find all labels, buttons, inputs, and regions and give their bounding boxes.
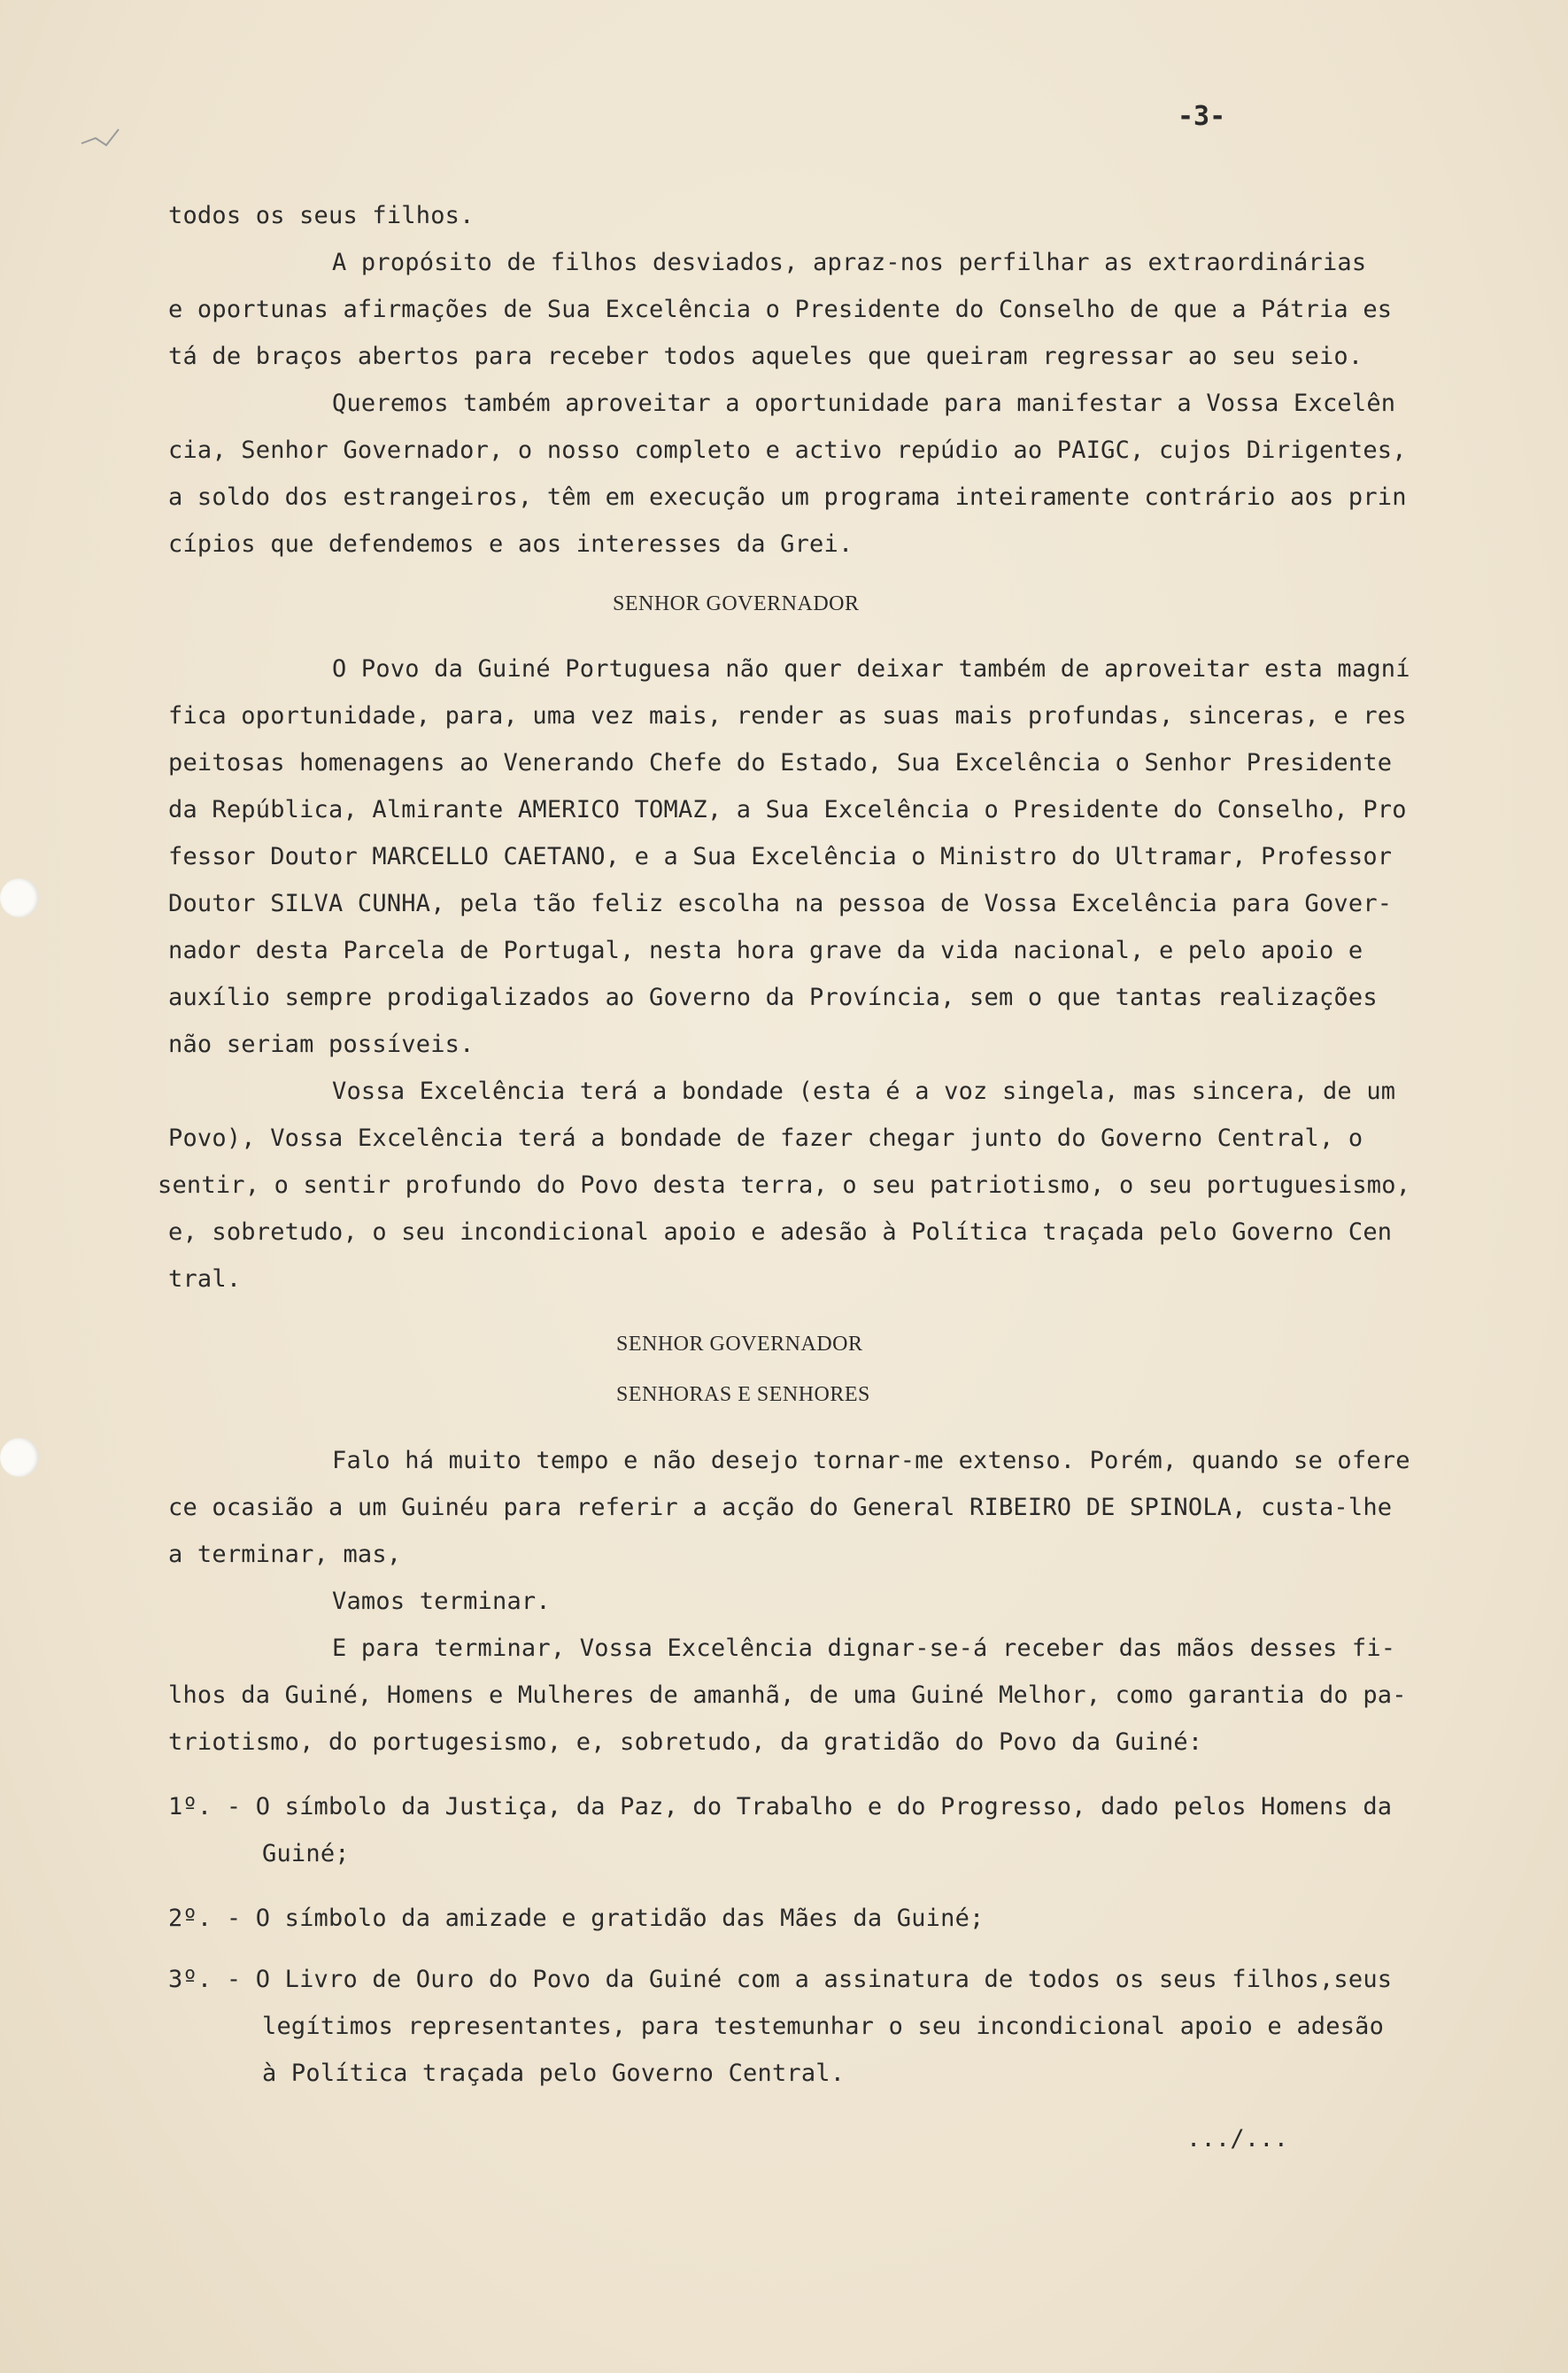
text-line: peitosas homenagens ao Venerando Chefe do Estado, Sua Excelência o Senhor Presidente: [168, 749, 1393, 777]
text-line: fica oportunidade, para, uma vez mais, render as suas mais profundas, sinceras, e res: [168, 702, 1407, 730]
page-number: -3-: [1178, 101, 1226, 132]
text-line: sentir, o sentir profundo do Povo desta terra, o seu patriotismo, o seu portuguesismo,: [158, 1171, 1411, 1199]
punch-hole: [0, 878, 39, 917]
text-line: nador desta Parcela de Portugal, nesta hora grave da vida nacional, e pelo apoio e: [168, 937, 1363, 964]
text-line: O Povo da Guiné Portuguesa não quer deixar também de aproveitar esta magní: [332, 655, 1410, 683]
text-line: não seriam possíveis.: [168, 1031, 475, 1058]
text-line: cia, Senhor Governador, o nosso completo e activo repúdio ao PAIGC, cujos Dirigentes,: [168, 437, 1407, 464]
text-line: da República, Almirante AMERICO TOMAZ, a Sua Excelência o Presidente do Conselho, Pro: [168, 796, 1407, 823]
text-line: cípios que defendemos e aos interesses da Grei.: [168, 530, 854, 558]
pen-mark-icon: [80, 124, 124, 151]
list-item: 3º. - O Livro de Ouro do Povo da Guiné com a assinatura de todos os seus filhos,seus: [168, 1966, 1393, 1993]
text-line: a terminar, mas,: [168, 1541, 402, 1568]
text-line: todos os seus filhos.: [168, 202, 475, 229]
text-line: auxílio sempre prodigalizados ao Governo da Província, sem o que tantas realizações: [168, 984, 1378, 1011]
list-item: 2º. - O símbolo da amizade e gratidão das Mães da Guiné;: [168, 1905, 985, 1932]
text-line: Vamos terminar.: [332, 1588, 551, 1615]
list-item-continuation: legítimos representantes, para testemunhar o seu incondicional apoio e adesão: [262, 2013, 1385, 2040]
punch-hole: [0, 1438, 39, 1477]
section-heading: SENHOR GOVERNADOR: [613, 592, 860, 615]
text-line: tral.: [168, 1265, 242, 1293]
text-line: Doutor SILVA CUNHA, pela tão feliz escolha na pessoa de Vossa Excelência para Gover-: [168, 890, 1393, 917]
continuation-mark: .../...: [1186, 2125, 1289, 2153]
section-heading: SENHOR GOVERNADOR: [616, 1333, 863, 1356]
text-line: a soldo dos estrangeiros, têm em execução um programa inteiramente contrário aos prin: [168, 483, 1407, 511]
text-line: tá de braços abertos para receber todos aqueles que queiram regressar ao seu seio.: [168, 343, 1363, 370]
section-heading: SENHORAS E SENHORES: [616, 1383, 870, 1406]
text-line: Falo há muito tempo e não desejo tornar-me extenso. Porém, quando se ofere: [332, 1447, 1410, 1474]
text-line: e oportunas afirmações de Sua Excelência o Presidente do Conselho de que a Pátria es: [168, 296, 1393, 323]
list-item: 1º. - O símbolo da Justiça, da Paz, do Trabalho e do Progresso, dado pelos Homens da: [168, 1793, 1393, 1820]
text-line: Queremos também aproveitar a oportunidade para manifestar a Vossa Excelên: [332, 390, 1396, 417]
text-line: ce ocasião a um Guinéu para referir a acção do General RIBEIRO DE SPINOLA, custa-lhe: [168, 1494, 1393, 1521]
text-line: E para terminar, Vossa Excelência dignar-se-á receber das mãos desses fi-: [332, 1635, 1396, 1662]
list-item-continuation: à Política traçada pelo Governo Central.: [262, 2060, 846, 2087]
list-item-continuation: Guiné;: [262, 1840, 350, 1867]
text-line: lhos da Guiné, Homens e Mulheres de amanhã, de uma Guiné Melhor, como garantia do pa-: [168, 1681, 1407, 1709]
text-line: triotismo, do portugesismo, e, sobretudo, da gratidão do Povo da Guiné:: [168, 1728, 1203, 1756]
text-line: Vossa Excelência terá a bondade (esta é a voz singela, mas sincera, de um: [332, 1078, 1396, 1105]
text-line: A propósito de filhos desviados, apraz-nos perfilhar as extraordinárias: [332, 249, 1367, 276]
text-line: e, sobretudo, o seu incondicional apoio e adesão à Política traçada pelo Governo Cen: [168, 1218, 1393, 1246]
text-line: Povo), Vossa Excelência terá a bondade de fazer chegar junto do Governo Central, o: [168, 1125, 1363, 1152]
text-line: fessor Doutor MARCELLO CAETANO, e a Sua Excelência o Ministro do Ultramar, Professor: [168, 843, 1393, 870]
